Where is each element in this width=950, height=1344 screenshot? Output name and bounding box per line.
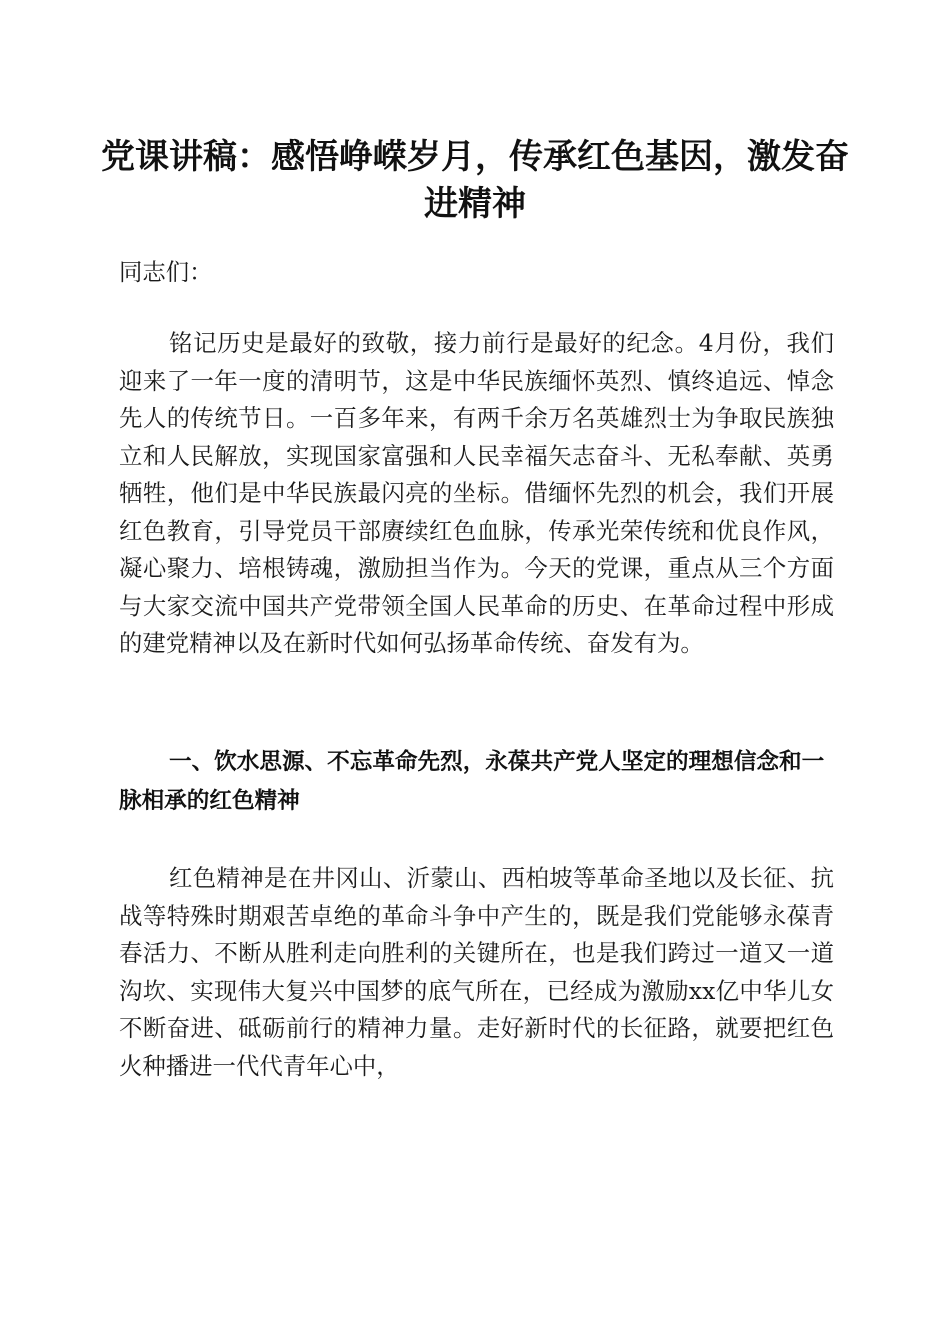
section-1-paragraph: 红色精神是在井冈山、沂蒙山、西柏坡等革命圣地以及长征、抗战等特殊时期艰苦卓绝的革命斗争中产生的，既是我们党能够永葆青春活力、不断从胜利走向胜利的关键所在，也是我们跨过一道又一道沟坎、实现伟大复兴中国梦的底气所在，已经成为激励xx亿中华儿女不断奋进、砥砺前行的精神力量。走好新时代的长征路，就要把红色火种播进一代代青年心中， — [119, 864, 834, 1080]
intro-paragraph: 铭记历史是最好的致敬，接力前行是最好的纪念。4月份，我们迎来了一年一度的清明节，这是中华民族缅怀英烈、慎终追远、悼念先人的传统节日。一百多年来，有两千余万名英雄烈士为争取民族独立和人民解放，实现国家富强和人民幸福矢志奋斗、无私奉献、英勇牺牲，他们是中华民族最闪亮的坐标。借缅怀先烈的机会，我们开展红色教育，引导党员干部赓续红色血脉，传承光荣传统和优良作风，凝心聚力、培根铸魂，激励担当作为。今天的党课，重点从三个方面与大家交流中国共产党带领全国人民革命的历史、在革命过程中形成的建党精神以及在新时代如何弘扬革命传统、奋发有为。 — [119, 329, 834, 657]
salutation: 同志们： — [119, 258, 213, 286]
document-title: 党课讲稿：感悟峥嵘岁月，传承红色基因，激发奋进精神 — [101, 137, 849, 224]
section-1-heading: 一、饮水思源、不忘革命先烈，永葆共产党人坚定的理想信念和一脉相承的红色精神 — [119, 749, 825, 814]
